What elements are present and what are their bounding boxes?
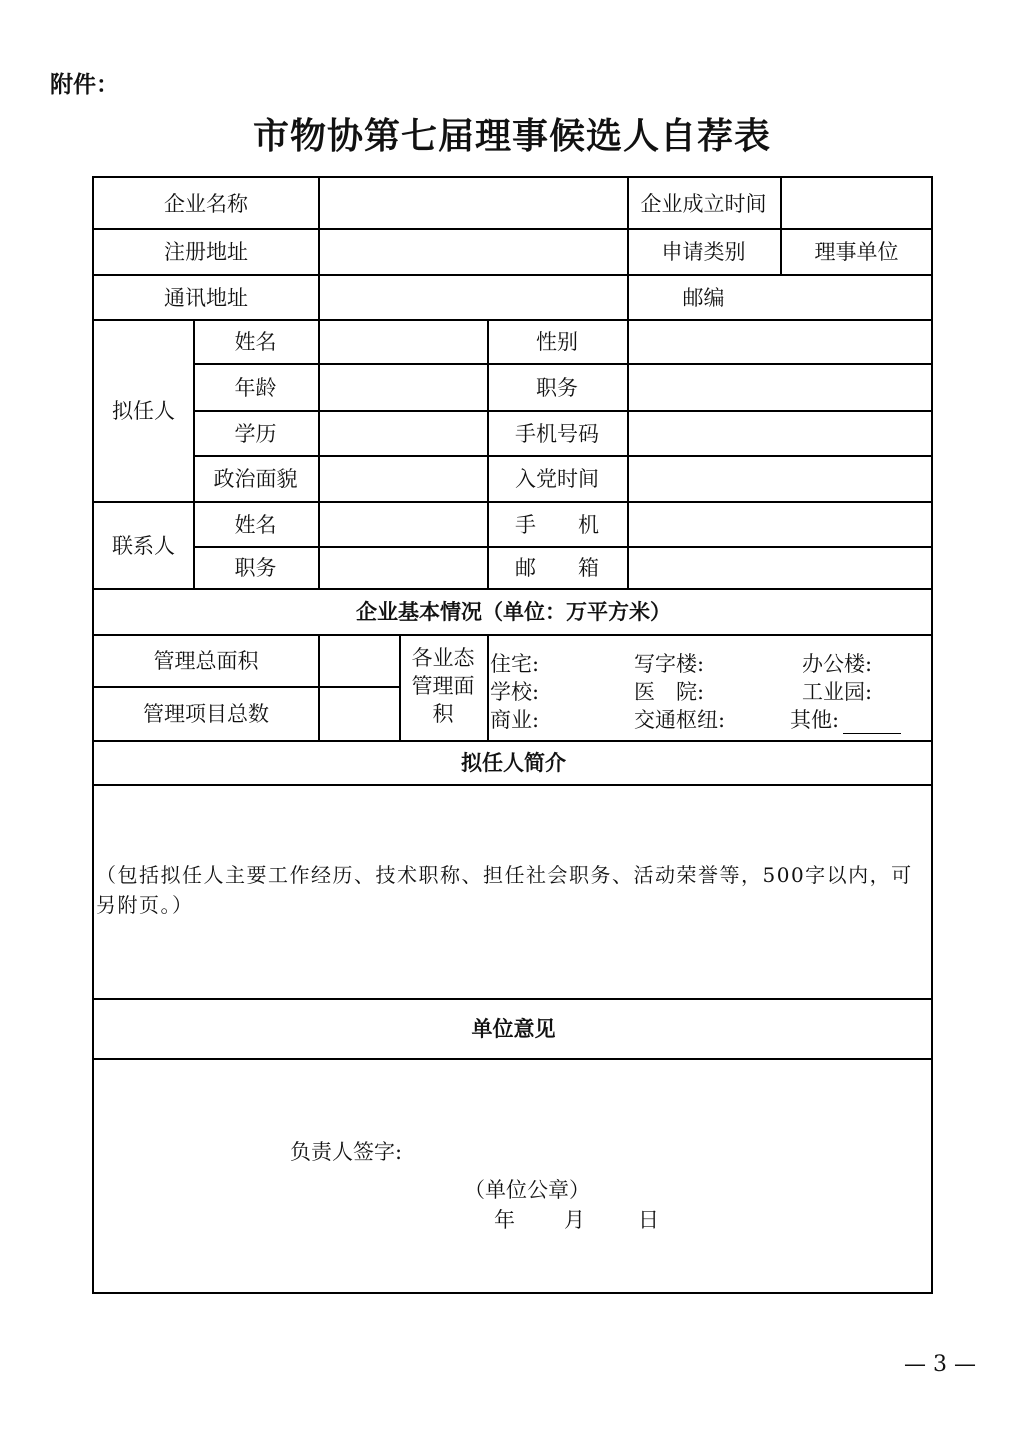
page-number: — 3 — (904, 1352, 976, 1377)
total-projects-field[interactable] (320, 688, 398, 738)
candidate-education-field[interactable] (320, 412, 486, 453)
registered-address-field[interactable] (320, 230, 626, 272)
seal-label: （单位公章） (464, 1178, 590, 1202)
total-area-field[interactable] (320, 636, 398, 684)
format-other-label: 其他: (790, 708, 840, 732)
application-category-label: 申请类别 (661, 240, 746, 264)
form-title: 市物协第七届理事候选人自荐表 (252, 115, 771, 157)
candidate-party-join-time-label: 入党时间 (515, 467, 599, 491)
mailing-address-label: 通讯地址 (164, 285, 248, 310)
candidate-mobile-field[interactable] (629, 412, 932, 453)
contact-mobile-field[interactable] (629, 503, 932, 544)
contact-group-label: 联系人 (112, 533, 175, 558)
intro-section-title: 拟任人简介 (461, 751, 566, 775)
format-industrial-park: 工业园: (802, 680, 873, 704)
candidate-age-label: 年龄 (234, 375, 277, 400)
company-name-label: 企业名称 (164, 192, 248, 216)
candidate-gender-label: 性别 (536, 330, 578, 354)
contact-email-label: 邮 箱 (515, 556, 599, 580)
date-month-label: 月 (564, 1208, 585, 1232)
format-residential: 住宅: (490, 652, 540, 676)
candidate-gender-field[interactable] (629, 321, 932, 361)
enterprise-section-title: 企业基本情况（单位：万平方米） (356, 600, 671, 624)
format-office-building: 办公楼: (802, 652, 873, 676)
signature-label: 负责人签字: (290, 1140, 403, 1164)
total-projects-label: 管理项目总数 (143, 702, 269, 726)
format-office-tower: 写字楼: (634, 652, 705, 676)
founded-time-label: 企业成立时间 (640, 192, 767, 216)
postcode-field[interactable] (782, 276, 932, 317)
postcode-label: 邮编 (682, 285, 725, 310)
application-category-value: 理事单位 (814, 240, 899, 264)
contact-email-field[interactable] (629, 548, 932, 586)
attachment-label: 附件： (50, 72, 119, 98)
candidate-political-status-label: 政治面貌 (213, 467, 298, 491)
candidate-group-label: 拟任人 (112, 399, 175, 423)
format-transport-hub: 交通枢纽: (634, 708, 726, 732)
contact-position-label: 职务 (234, 556, 277, 580)
date-year-label: 年 (494, 1208, 515, 1232)
candidate-education-label: 学历 (234, 421, 277, 446)
contact-name-label: 姓名 (234, 512, 277, 537)
candidate-position-field[interactable] (629, 365, 932, 408)
format-commercial: 商业: (490, 708, 540, 732)
candidate-party-join-time-field[interactable] (629, 457, 932, 499)
registration-form-table (92, 176, 933, 1294)
format-other (790, 704, 901, 734)
registered-address-label: 注册地址 (164, 240, 248, 264)
founded-time-field[interactable] (782, 180, 932, 226)
contact-position-field[interactable] (320, 548, 486, 586)
contact-name-field[interactable] (320, 503, 486, 544)
candidate-name-field[interactable] (320, 321, 486, 361)
candidate-mobile-label: 手机号码 (515, 421, 599, 446)
date-day-label: 日 (638, 1208, 659, 1232)
total-area-label: 管理总面积 (153, 649, 259, 673)
format-other-blank[interactable] (843, 715, 901, 734)
candidate-political-status-field[interactable] (320, 457, 486, 499)
candidate-position-label: 职务 (536, 375, 578, 400)
contact-mobile-label: 手 机 (515, 512, 599, 537)
format-area-label: 各业态管理面积 (411, 646, 475, 726)
mailing-address-field[interactable] (320, 276, 626, 317)
company-name-field[interactable] (320, 180, 626, 226)
intro-instruction-note: （包括拟任人主要工作经历、技术职称、担任社会职务、活动荣誉等，500字以内，可另附页。） (96, 863, 913, 917)
candidate-age-field[interactable] (320, 365, 486, 408)
format-school: 学校: (490, 680, 540, 704)
format-hospital: 医 院: (634, 680, 705, 704)
candidate-name-label: 姓名 (234, 330, 277, 354)
opinion-section-title: 单位意见 (471, 1017, 556, 1041)
